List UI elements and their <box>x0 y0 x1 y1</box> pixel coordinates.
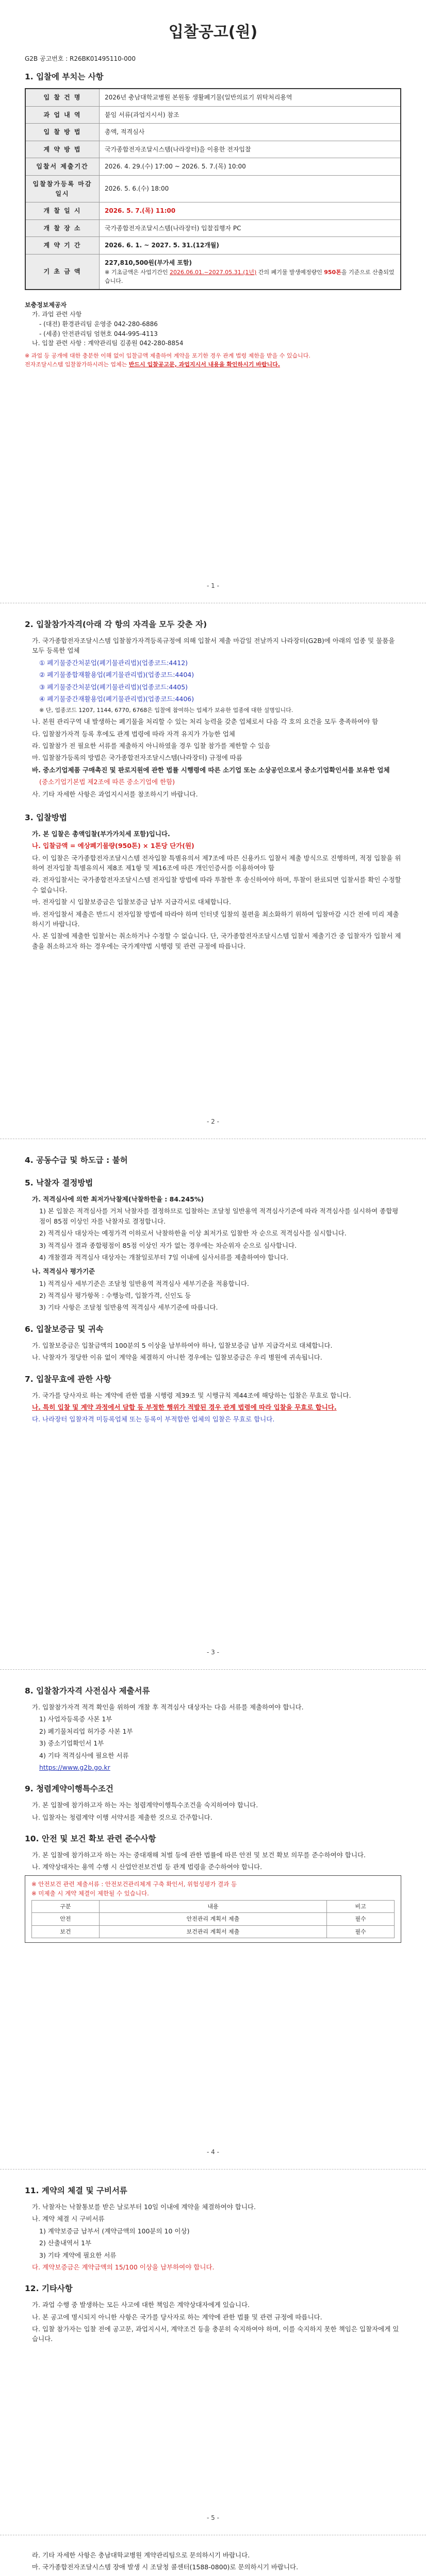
paragraph: ② 폐기물종합재활용업(폐기물관리법)(업종코드:4404) <box>39 671 194 679</box>
table-row <box>25 202 401 220</box>
row-value: 2026. 5. 6.(수) 18:00 <box>100 176 401 202</box>
section-8-title: 8. 입찰참가자격 사전심사 제출서류 <box>25 1686 150 1696</box>
safety-table <box>31 1900 395 1938</box>
paragraph: 가. 본 입찰에 참가하고자 하는 자는 중대재해 처벌 등에 관한 법률에 따른 안전 및 보건 확보 의무를 준수하여야 합니다. <box>32 1851 366 1859</box>
doc-title: 입찰공고(원) <box>168 23 258 41</box>
paragraph: 1) 적격심사 세부기준은 조달청 일반용역 적격심사 세부기준을 적용합니다. <box>39 1279 249 1287</box>
paragraph: 4) 개찰결과 적격심사 대상자는 개찰일로부터 7일 이내에 심사서류를 제출하여야 합니다. <box>39 1253 289 1261</box>
paragraph: 다. 계약보증금은 계약금액의 15/100 이상을 납부하여야 합니다. <box>32 2263 215 2271</box>
table-header: 비고 <box>327 1901 395 1913</box>
paragraph: 바. 중소기업제품 구매촉진 및 판로지원에 관한 법률 시행령에 따른 소기업 또는 소상공인으로서 중소기업확인서를 보유한 업체 <box>32 766 390 774</box>
paragraph: 바. 전자입찰서 제출은 반드시 전자입찰 방법에 따라야 하며 인터넷 입찰의 불편을 최소화하기 위하여 입찰마감 시간 전에 미리 제출하시기 바랍니다. <box>32 910 399 928</box>
note-text: 간의 폐기물 발생예정량인 <box>256 268 324 276</box>
table-cell: 필수 <box>327 1925 395 1938</box>
section-12-title: 12. 기타사항 <box>25 2284 73 2294</box>
paragraph: 2) 적격심사 평가항목 : 수행능력, 입찰가격, 신인도 등 <box>39 1292 191 1300</box>
contact-line: 가. 과업 관련 사항 <box>32 311 82 318</box>
paragraph: 3) 기타 계약에 필요한 서류 <box>39 2251 117 2259</box>
paragraph: 나. 본 공고에 명시되지 아니한 사항은 국가를 당사자로 하는 계약에 관한 법률 및 관련 규정에 따릅니다. <box>32 2313 322 2321</box>
row-value: 2026. 6. 1. ~ 2027. 5. 31.(12개월) <box>100 237 401 255</box>
paragraph: 3) 기타 사항은 조달청 일반용역 적격심사 세부기준에 따릅니다. <box>39 1303 218 1312</box>
page-4 <box>25 1685 401 1946</box>
paragraph: 나. 입찰자는 청렴계약 이행 서약서를 제출한 것으로 간주합니다. <box>32 1813 212 1821</box>
page-5 <box>25 2184 401 2346</box>
paragraph: 2) 산출내역서 1부 <box>39 2239 92 2247</box>
warn-part: 전자조달시스템 입찰참가하시려는 업체는 <box>25 361 129 368</box>
warn-part: 반드시 입찰공고문, 과업지시서 내용을 확인하시기 바랍니다. <box>128 361 280 368</box>
section-10-title: 10. 안전 및 보건 확보 관련 준수사항 <box>25 1834 156 1844</box>
paragraph: 가. 과업 수행 중 발생하는 모든 사고에 대한 책임은 계약상대자에게 있습니다. <box>32 2301 250 2309</box>
paragraph: 1) 본 입찰은 적격심사를 거쳐 낙찰자를 결정하므로 입찰하는 조달청 일반용역 적격심사기준에 따라 적격심사를 실시하여 종합평점이 85점 이상인 자를 낙찰자로 결정합니다. <box>39 1207 399 1225</box>
table-row <box>25 237 401 255</box>
warning-text <box>25 360 401 369</box>
paragraph: 나. 특히 입찰 및 계약 과정에서 담합 등 부정한 행위가 적발된 경우 관계 법령에 따라 입찰을 무효로 합니다. <box>32 1403 337 1411</box>
row-key: 계 약 기 간 <box>25 237 100 255</box>
paragraph: 다. 입찰 참가자는 입찰 전에 공고문, 과업지시서, 계약조건 등을 충분히 숙지하여야 하며, 이를 숙지하지 못한 책임은 입찰자에게 있습니다. <box>32 2325 399 2343</box>
row-value: 국가종합전자조달시스템(나라장터) 입찰집행자 PC <box>100 219 401 237</box>
table-row <box>25 176 401 202</box>
section-1-title: 1. 입찰에 부치는 사항 <box>25 72 104 82</box>
subheading: 나. 적격심사 평가기준 <box>32 1267 95 1276</box>
paragraph: 라. 기타 자세한 사항은 충남대학교병원 계약관리팀으로 문의하시기 바랍니다. <box>32 2551 250 2559</box>
page-number: - 5 - <box>207 2514 219 2521</box>
row-key: 입찰서 제출기간 <box>25 158 100 176</box>
table-row <box>32 1925 395 1938</box>
row-key: 입찰참가등록 마감일시 <box>25 176 100 202</box>
table-row <box>25 141 401 158</box>
warning-text: ※ 과업 등 공개에 대한 충분한 이해 없이 입찰금액 제출하여 계약을 포기한 경우 관계 법령 제한을 받을 수 있습니다. <box>25 352 310 359</box>
paragraph: ③ 폐기물중간처분업(폐기물관리법)(업종코드:4405) <box>39 683 188 691</box>
row-key: 과 업 내 역 <box>25 106 100 124</box>
paragraph: 2) 폐기물처리업 허가증 사본 1부 <box>39 1727 133 1735</box>
paragraph: 가. 낙찰자는 낙찰통보를 받은 날로부터 10일 이내에 계약을 체결하여야 합니다. <box>32 2203 256 2211</box>
note-text: ※ 기초금액은 사업기간인 <box>105 268 170 276</box>
paragraph: ④ 폐기물중간재활용업(폐기물관리법)(업종코드:4406) <box>39 694 194 703</box>
paragraph: 다. 나라장터 입찰자격 미등록업체 또는 등록이 부적합한 업체의 입찰은 무효로 합니다. <box>32 1415 275 1423</box>
page-divider <box>0 1669 426 1670</box>
paragraph: 라. 입찰참가 전 필요한 서류를 제출하지 아니하였을 경우 입찰 참가를 제한할 수 있음 <box>32 742 271 750</box>
row-value: 2026. 5. 7.(목) 11:00 <box>100 202 401 220</box>
paragraph: 마. 전자입찰 시 입찰보증금은 입찰보증금 납부 지급각서로 대체합니다. <box>32 898 231 906</box>
table-cell: 안전 <box>32 1913 100 1925</box>
section-6-title: 6. 입찰보증금 및 귀속 <box>25 1324 104 1334</box>
contact-line: - (대전) 환경관리팀 운영중 042-280-6886 <box>39 320 158 328</box>
row-value: 2026. 4. 29.(수) 17:00 ~ 2026. 5. 7.(목) 10:00 <box>100 158 401 176</box>
g2b-link[interactable]: https://www.g2b.go.kr <box>39 1763 110 1771</box>
base-price-note <box>105 268 395 285</box>
page-number: - 2 - <box>207 1118 219 1125</box>
page-2 <box>25 618 401 953</box>
paragraph: 가. 입찰참가자격 적격 확인을 위하여 개찰 후 적격심사 대상자는 다음 서류를 제출하여야 합니다. <box>32 1703 304 1711</box>
row-value: 국가종합전자조달시스템(나라장터)을 이용한 전자입찰 <box>100 141 401 158</box>
page-3 <box>25 1154 401 1427</box>
paragraph: 가. 본 입찰은 총액입찰(부가가치세 포함)입니다. <box>32 829 170 838</box>
paragraph: 다. 이 입찰은 국가종합전자조달시스템 전자입찰 특별유의서 제7조에 따른 신용카드 입찰서 제출 방식으로 진행하며, 적정 입찰을 위하여 전자입찰 특별유의서 제8조 제1항 및 제16조에 따른 개인인증서를 이용하여야 함 <box>32 854 401 872</box>
table-cell: 안전관리 계획서 제출 <box>99 1913 326 1925</box>
table-cell: 보건 <box>32 1925 100 1938</box>
section-3-title: 3. 입찰방법 <box>25 812 67 822</box>
row-value: 총액, 적격심사 <box>100 124 401 141</box>
subheading: 가. 적격심사에 의한 최저가낙찰제(낙찰하한율 : 84.245%) <box>32 1195 204 1204</box>
row-value <box>100 255 401 290</box>
table-header: 구분 <box>32 1901 100 1913</box>
contact-block <box>25 300 401 369</box>
page-1 <box>25 21 401 369</box>
table-row <box>25 255 401 290</box>
paragraph: 라. 전자입찰서는 국가종합전자조달시스템 전자입찰 방법에 따라 투찰한 후 송신하여야 하며, 투찰이 완료되면 입찰서를 확인 수정할 수 없습니다. <box>32 876 401 894</box>
box-line: ※ 안전보건 관련 제출서류 : 안전보건관리체계 구축 확인서, 위험성평가 결과 등 <box>31 1880 237 1888</box>
note-text: 을 기준으로 산출되었습니다. <box>105 268 395 284</box>
row-value: 붙임 서류(과업지시서) 참조 <box>100 106 401 124</box>
note-period: 2026.06.01.~2027.05.31.(1년) <box>169 268 257 276</box>
section-5-title: 5. 낙찰자 결정방법 <box>25 1178 93 1188</box>
row-key: 입 찰 방 법 <box>25 124 100 141</box>
paragraph: (중소기업기본법 제2조에 따른 중소기업에 한함) <box>39 778 175 786</box>
safety-notice-box <box>25 1875 401 1943</box>
table-row <box>25 158 401 176</box>
row-key: 입 찰 건 명 <box>25 89 100 106</box>
bid-info-table <box>25 88 401 290</box>
paragraph: 사. 본 입찰에 제출한 입찰서는 취소하거나 수정할 수 없습니다. 단, 국가종합전자조달시스템 입찰서 제출기간 중 입찰자가 입찰서 제출을 취소하고자 하는 경우에는 국가계약법 시행령 및 관련 규정에 따릅니다. <box>32 932 401 950</box>
paragraph: 가. 국가를 당사자로 하는 계약에 관한 법률 시행령 제39조 및 시행규칙 제44조에 해당하는 입찰은 무효로 합니다. <box>32 1391 351 1399</box>
table-cell: 필수 <box>327 1913 395 1925</box>
table-row <box>25 106 401 124</box>
paragraph: 나. 본원 관리구역 내 발생하는 폐기물을 처리할 수 있는 처리 능력을 갖춘 업체로서 다음 각 호의 요건을 모두 충족하여야 함 <box>32 718 379 726</box>
paragraph: 1) 계약보증금 납부서 (계약금액의 100분의 10 이상) <box>39 2227 190 2235</box>
paragraph: ※ 단, 업종코드 1207, 1144, 6770, 6768은 입찰에 참여하는 업체가 보유한 업종에 대한 설명입니다. <box>39 707 293 714</box>
table-row <box>32 1901 395 1913</box>
base-price: 227,810,500원(부가세 포함) <box>105 259 192 267</box>
row-key: 기 초 금 액 <box>25 255 100 290</box>
section-9-title: 9. 청렴계약이행특수조건 <box>25 1784 113 1794</box>
paragraph: ① 폐기물중간처분업(폐기물관리법)(업종코드:4412) <box>39 658 188 667</box>
table-row <box>25 89 401 106</box>
paragraph: 가. 국가종합전자조달시스템 입찰참가자격등록규정에 의해 입찰서 제출 마감일 전날까지 나라장터(G2B)에 아래의 업종 및 물품을 모두 등록한 업체 <box>32 637 395 655</box>
paragraph: 마. 입찰참가등록의 방법은 국가종합전자조달시스템(나라장터) 규정에 따름 <box>32 754 242 762</box>
row-key: 개 찰 장 소 <box>25 219 100 237</box>
paragraph: 가. 본 입찰에 참가하고자 하는 자는 청렴계약이행특수조건을 숙지하여야 합니다. <box>32 1801 258 1809</box>
page-number: - 4 - <box>207 2148 219 2156</box>
row-value: 2026년 충남대학교병원 본원동 생활폐기물(일반의료기 위탁처리용역 <box>100 89 401 106</box>
paragraph: 나. 계약 체결 시 구비서류 <box>32 2215 105 2223</box>
page-divider <box>0 2169 426 2170</box>
paragraph: 3) 적격심사 결과 종합평점이 85점 이상인 자가 없는 경우에는 차순위자 순으로 심사합니다. <box>39 1241 297 1249</box>
row-key: 계 약 방 법 <box>25 141 100 158</box>
section-11-title: 11. 계약의 체결 및 구비서류 <box>25 2186 127 2195</box>
table-row <box>25 124 401 141</box>
note-amount: 950톤 <box>324 268 341 276</box>
paragraph: 사. 기타 자세한 사항은 과업지시서를 참조하시기 바랍니다. <box>32 790 198 798</box>
row-key: 개 찰 일 시 <box>25 202 100 220</box>
page-6 <box>25 2550 401 2576</box>
page-number: - 1 - <box>207 582 219 589</box>
paragraph: 나. 계약상대자는 용역 수행 시 산업안전보건법 등 관계 법령을 준수하여야 합니다. <box>32 1863 263 1871</box>
paragraph: 4) 기타 적격심사에 필요한 서류 <box>39 1751 129 1759</box>
contact-line: 나. 입찰 관련 사항 : 계약관리팀 김종원 042-280-8854 <box>32 340 184 347</box>
paragraph: 가. 입찰보증금은 입찰금액의 100분의 5 이상을 납부하여야 하나, 입찰보증금 납부 지급각서로 대체합니다. <box>32 1341 333 1349</box>
paragraph: 2) 적격심사 대상자는 예정가격 이하로서 낙찰하한율 이상 최저가로 입찰한 자 순으로 적격심사를 실시합니다. <box>39 1229 347 1238</box>
contact-line: - (세종) 안전관리팀 엄현호 044-995-4113 <box>39 330 158 337</box>
section-2-title: 2. 입찰참가자격(아래 각 항의 자격을 모두 갖춘 자) <box>25 620 207 629</box>
notice-number: G2B 공고번호 : R26BK01495110-000 <box>25 55 136 62</box>
paragraph: 나. 입찰금액 = 예상폐기물량(950톤) × 1톤당 단가(원) <box>32 842 194 850</box>
contact-label: 보충정보제공자 <box>25 301 67 309</box>
table-header: 내용 <box>99 1901 326 1913</box>
paragraph: 나. 낙찰자가 정당한 이유 없이 계약을 체결하지 아니한 경우에는 입찰보증금은 우리 병원에 귀속됩니다. <box>32 1353 322 1362</box>
table-cell: 보건관리 계획서 제출 <box>99 1925 326 1938</box>
page-number: - 3 - <box>207 1649 219 1656</box>
table-row <box>25 219 401 237</box>
paragraph: 1) 사업자등록증 사본 1부 <box>39 1715 112 1723</box>
table-row <box>32 1913 395 1925</box>
box-line: ※ 미제출 시 계약 체결이 제한될 수 있습니다. <box>31 1889 149 1897</box>
paragraph: 3) 중소기업확인서 1부 <box>39 1739 104 1748</box>
paragraph: 다. 입찰참가자격 등록 후에도 관계 법령에 따라 자격 유지가 가능한 업체 <box>32 730 235 738</box>
paragraph: 마. 국가종합전자조달시스템 장애 발생 시 조달청 콜센터(1588-0800)로 문의하시기 바랍니다. <box>32 2563 299 2571</box>
section-4-title: 4. 공동수급 및 하도급 : 불허 <box>25 1156 128 1165</box>
section-7-title: 7. 입찰무효에 관한 사항 <box>25 1374 111 1384</box>
